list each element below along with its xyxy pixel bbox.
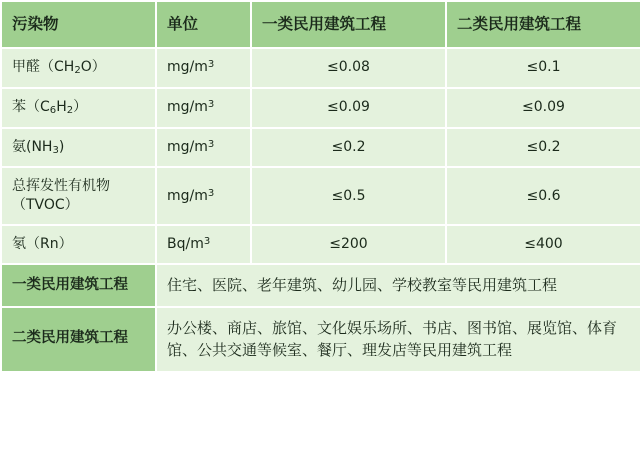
cell-class2-limit [446,225,640,264]
class2-limit-value: ≤400 [524,236,563,253]
cell-class1-limit [251,167,446,225]
unit-exponent: 3 [207,138,215,150]
unit-text: Bq/m [167,236,204,253]
table-row [1,225,640,264]
unit-exponent: 3 [203,236,211,248]
unit-text: mg/m [167,99,208,116]
pollutant-name-prefix: 氨(NH [12,138,53,155]
cell-pollutant [1,128,156,168]
pollutant-name-sub: 2 [74,65,81,77]
table-row [1,88,640,128]
cell-class2-limit [446,128,640,168]
cell-pollutant [1,225,156,264]
cell-class1-limit [251,88,446,128]
pollutant-name [2,89,155,127]
pollutant-name [2,129,155,167]
header-label-class2: 二类民用建筑工程 [457,15,582,33]
cell-pollutant [1,167,156,225]
header-cell-pollutant [1,1,156,48]
header-cell-class1 [251,1,446,48]
unit-exponent: 3 [207,99,215,111]
definition-row-class2 [1,307,640,372]
header-label-pollutant: 污染物 [12,15,59,33]
class2-limit-value: ≤0.2 [526,138,561,155]
definition-label-class2-text: 二类民用建筑工程 [12,330,128,347]
table-row [1,48,640,88]
class2-limit-value: ≤0.09 [522,99,565,116]
unit-text: mg/m [167,59,208,76]
class1-limit-value: ≤0.08 [327,59,370,76]
pollutant-name-sub2: 2 [66,104,74,116]
cell-unit [156,225,251,264]
header-cell-class2 [446,1,640,48]
pollutant-name-sub: 6 [49,104,57,116]
table-row [1,128,640,168]
unit-value [157,226,250,263]
definition-desc-class1-text: 住宅、医院、老年建筑、幼儿园、学校教室等民用建筑工程 [167,276,558,295]
pollutant-name: 总挥发性有机物（TVOC） [12,178,110,214]
cell-pollutant [1,48,156,88]
cell-class2-limit [446,88,640,128]
pollutant-name-suffix: O） [80,58,106,75]
pollutant-name-sub: 3 [52,144,59,156]
unit-value [157,49,250,86]
definition-label-class2 [1,307,156,372]
cell-class2-limit [446,48,640,88]
pollutant-name-mid: H [56,98,67,115]
unit-exponent: 3 [207,59,215,71]
pollutant-name-suffix: ） [73,98,88,115]
unit-value [157,178,250,215]
table-header-row [1,1,640,48]
cell-class1-limit [251,225,446,264]
unit-value [157,89,250,126]
cell-pollutant [1,88,156,128]
definition-desc-class1 [156,264,640,307]
cell-class2-limit [446,167,640,225]
table-row [1,167,640,225]
unit-text: mg/m [167,187,208,204]
cell-class1-limit [251,128,446,168]
pollutant-name: 氡（Rn） [12,236,73,253]
definition-label-class1 [1,264,156,307]
cell-unit [156,167,251,225]
header-label-class1: 一类民用建筑工程 [262,15,387,33]
definition-label-class1-text: 一类民用建筑工程 [12,276,128,293]
pollutant-name-prefix: 甲醛（CH [12,58,75,75]
unit-value [157,129,250,166]
pollutant-name-suffix: ) [58,138,65,155]
definition-desc-class2 [156,307,640,372]
header-cell-unit [156,1,251,48]
unit-text: mg/m [167,139,208,156]
definition-row-class1 [1,264,640,307]
class2-limit-value: ≤0.1 [526,59,561,76]
unit-exponent: 3 [207,187,215,199]
cell-class1-limit [251,48,446,88]
definition-desc-class2-text: 办公楼、商店、旅馆、文化娱乐场所、书店、图书馆、展览馆、体育馆、公共交通等候室、餐厅、理发店等民用建筑工程 [167,318,618,360]
pollutant-name [2,49,155,87]
pollutant-name-prefix: 苯（C [12,98,50,115]
class1-limit-value: ≤0.2 [331,138,366,155]
cell-unit [156,48,251,88]
cell-unit [156,128,251,168]
class1-limit-value: ≤200 [329,236,368,253]
class2-limit-value: ≤0.6 [526,187,561,204]
class1-limit-value: ≤0.5 [331,187,366,204]
header-label-unit: 单位 [167,15,199,33]
cell-unit [156,88,251,128]
class1-limit-value: ≤0.09 [327,99,370,116]
